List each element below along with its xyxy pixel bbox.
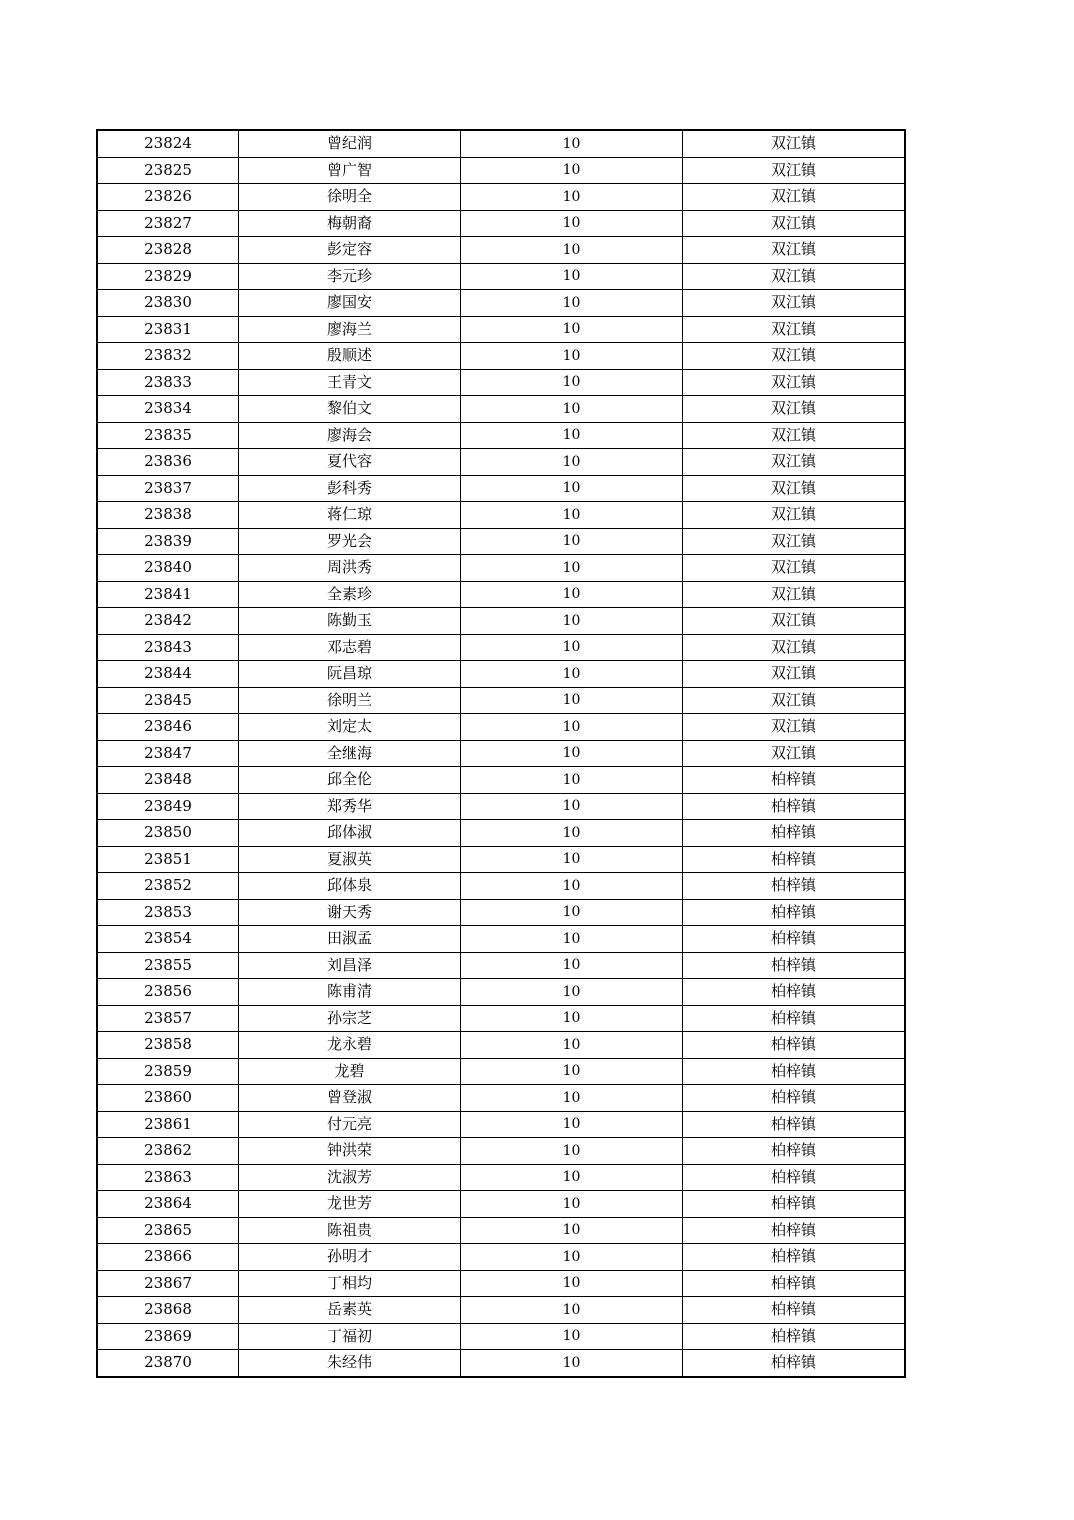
- cell-id: 23846: [97, 714, 239, 741]
- cell-town: 柏梓镇: [683, 793, 906, 820]
- cell-amount: 10: [461, 1138, 683, 1165]
- table-row: [97, 157, 905, 184]
- cell-name: 朱经伟: [239, 1350, 461, 1377]
- cell-amount: 10: [461, 1005, 683, 1032]
- table-row: [97, 634, 905, 661]
- table-row: [97, 555, 905, 582]
- cell-id: 23854: [97, 926, 239, 953]
- cell-amount: 10: [461, 396, 683, 423]
- table-row: [97, 1350, 905, 1377]
- cell-id: 23826: [97, 184, 239, 211]
- cell-town: 柏梓镇: [683, 767, 906, 794]
- cell-amount: 10: [461, 979, 683, 1006]
- cell-name: 龙碧: [239, 1058, 461, 1085]
- table-row: [97, 422, 905, 449]
- cell-town: 柏梓镇: [683, 1005, 906, 1032]
- table-row: [97, 979, 905, 1006]
- cell-id: 23856: [97, 979, 239, 1006]
- cell-amount: 10: [461, 130, 683, 157]
- cell-name: 殷顺述: [239, 343, 461, 370]
- cell-town: 柏梓镇: [683, 820, 906, 847]
- cell-id: 23835: [97, 422, 239, 449]
- cell-amount: 10: [461, 449, 683, 476]
- cell-town: 双江镇: [683, 555, 906, 582]
- table-row: [97, 528, 905, 555]
- cell-id: 23825: [97, 157, 239, 184]
- cell-town: 双江镇: [683, 449, 906, 476]
- cell-id: 23866: [97, 1244, 239, 1271]
- table-row: [97, 290, 905, 317]
- cell-amount: 10: [461, 1032, 683, 1059]
- cell-town: 双江镇: [683, 661, 906, 688]
- cell-town: 柏梓镇: [683, 1217, 906, 1244]
- cell-town: 柏梓镇: [683, 1058, 906, 1085]
- cell-town: 柏梓镇: [683, 1138, 906, 1165]
- cell-name: 曾广智: [239, 157, 461, 184]
- cell-town: 柏梓镇: [683, 1191, 906, 1218]
- cell-name: 刘定太: [239, 714, 461, 741]
- cell-id: 23853: [97, 899, 239, 926]
- cell-amount: 10: [461, 210, 683, 237]
- table-row: [97, 1217, 905, 1244]
- cell-name: 徐明全: [239, 184, 461, 211]
- cell-name: 曾纪润: [239, 130, 461, 157]
- table-row: [97, 873, 905, 900]
- cell-id: 23869: [97, 1323, 239, 1350]
- cell-town: 双江镇: [683, 634, 906, 661]
- cell-town: 双江镇: [683, 210, 906, 237]
- cell-id: 23861: [97, 1111, 239, 1138]
- cell-town: 双江镇: [683, 157, 906, 184]
- cell-id: 23862: [97, 1138, 239, 1165]
- table-row: [97, 899, 905, 926]
- cell-amount: 10: [461, 661, 683, 688]
- cell-amount: 10: [461, 1350, 683, 1377]
- cell-name: 李元珍: [239, 263, 461, 290]
- table-row: [97, 369, 905, 396]
- cell-amount: 10: [461, 899, 683, 926]
- cell-amount: 10: [461, 1191, 683, 1218]
- cell-amount: 10: [461, 873, 683, 900]
- cell-amount: 10: [461, 1297, 683, 1324]
- table-row: [97, 1297, 905, 1324]
- cell-amount: 10: [461, 740, 683, 767]
- cell-name: 廖海会: [239, 422, 461, 449]
- cell-amount: 10: [461, 1244, 683, 1271]
- cell-name: 田淑孟: [239, 926, 461, 953]
- table-row: [97, 608, 905, 635]
- cell-id: 23839: [97, 528, 239, 555]
- cell-amount: 10: [461, 608, 683, 635]
- table-row: [97, 1164, 905, 1191]
- cell-amount: 10: [461, 343, 683, 370]
- cell-id: 23860: [97, 1085, 239, 1112]
- cell-name: 郑秀华: [239, 793, 461, 820]
- cell-id: 23841: [97, 581, 239, 608]
- cell-town: 柏梓镇: [683, 1085, 906, 1112]
- cell-id: 23845: [97, 687, 239, 714]
- cell-town: 柏梓镇: [683, 846, 906, 873]
- cell-town: 柏梓镇: [683, 1323, 906, 1350]
- cell-town: 双江镇: [683, 687, 906, 714]
- cell-name: 龙世芳: [239, 1191, 461, 1218]
- cell-amount: 10: [461, 263, 683, 290]
- cell-town: 双江镇: [683, 290, 906, 317]
- cell-amount: 10: [461, 846, 683, 873]
- cell-name: 黎伯文: [239, 396, 461, 423]
- cell-town: 柏梓镇: [683, 1032, 906, 1059]
- table-row: [97, 952, 905, 979]
- cell-town: 双江镇: [683, 343, 906, 370]
- cell-name: 邓志碧: [239, 634, 461, 661]
- cell-town: 双江镇: [683, 184, 906, 211]
- cell-town: 柏梓镇: [683, 1111, 906, 1138]
- cell-name: 蒋仁琼: [239, 502, 461, 529]
- table-row: [97, 502, 905, 529]
- cell-id: 23836: [97, 449, 239, 476]
- cell-id: 23867: [97, 1270, 239, 1297]
- table-row: [97, 1085, 905, 1112]
- cell-id: 23849: [97, 793, 239, 820]
- cell-name: 孙宗芝: [239, 1005, 461, 1032]
- cell-town: 双江镇: [683, 316, 906, 343]
- cell-amount: 10: [461, 422, 683, 449]
- cell-town: 柏梓镇: [683, 1244, 906, 1271]
- cell-name: 丁福初: [239, 1323, 461, 1350]
- cell-town: 双江镇: [683, 130, 906, 157]
- cell-amount: 10: [461, 157, 683, 184]
- cell-id: 23829: [97, 263, 239, 290]
- cell-name: 徐明兰: [239, 687, 461, 714]
- cell-id: 23831: [97, 316, 239, 343]
- cell-id: 23830: [97, 290, 239, 317]
- cell-name: 孙明才: [239, 1244, 461, 1271]
- table-row: [97, 1323, 905, 1350]
- table-row: [97, 449, 905, 476]
- cell-amount: 10: [461, 793, 683, 820]
- cell-amount: 10: [461, 634, 683, 661]
- cell-amount: 10: [461, 687, 683, 714]
- cell-id: 23844: [97, 661, 239, 688]
- cell-name: 陈勤玉: [239, 608, 461, 635]
- cell-name: 邱体淑: [239, 820, 461, 847]
- cell-id: 23870: [97, 1350, 239, 1377]
- cell-id: 23833: [97, 369, 239, 396]
- cell-amount: 10: [461, 1164, 683, 1191]
- table-row: [97, 846, 905, 873]
- cell-name: 彭定容: [239, 237, 461, 264]
- cell-name: 陈甫清: [239, 979, 461, 1006]
- cell-town: 柏梓镇: [683, 899, 906, 926]
- cell-id: 23847: [97, 740, 239, 767]
- table-row: [97, 1138, 905, 1165]
- cell-town: 双江镇: [683, 475, 906, 502]
- cell-name: 龙永碧: [239, 1032, 461, 1059]
- cell-amount: 10: [461, 316, 683, 343]
- cell-amount: 10: [461, 1085, 683, 1112]
- cell-amount: 10: [461, 714, 683, 741]
- cell-name: 陈祖贵: [239, 1217, 461, 1244]
- cell-amount: 10: [461, 1270, 683, 1297]
- cell-id: 23842: [97, 608, 239, 635]
- cell-name: 丁相均: [239, 1270, 461, 1297]
- cell-amount: 10: [461, 237, 683, 264]
- cell-amount: 10: [461, 184, 683, 211]
- cell-town: 双江镇: [683, 369, 906, 396]
- cell-town: 双江镇: [683, 608, 906, 635]
- cell-id: 23837: [97, 475, 239, 502]
- table-row: [97, 316, 905, 343]
- cell-name: 邱全伦: [239, 767, 461, 794]
- table-row: [97, 1244, 905, 1271]
- cell-amount: 10: [461, 767, 683, 794]
- cell-name: 曾登淑: [239, 1085, 461, 1112]
- cell-town: 双江镇: [683, 422, 906, 449]
- cell-town: 双江镇: [683, 528, 906, 555]
- cell-id: 23848: [97, 767, 239, 794]
- table-row: [97, 1005, 905, 1032]
- cell-amount: 10: [461, 290, 683, 317]
- cell-town: 双江镇: [683, 581, 906, 608]
- cell-name: 岳素英: [239, 1297, 461, 1324]
- cell-name: 夏淑英: [239, 846, 461, 873]
- cell-amount: 10: [461, 1323, 683, 1350]
- cell-name: 罗光会: [239, 528, 461, 555]
- table-row: [97, 1058, 905, 1085]
- cell-id: 23843: [97, 634, 239, 661]
- cell-town: 双江镇: [683, 714, 906, 741]
- cell-town: 柏梓镇: [683, 1164, 906, 1191]
- cell-name: 周洪秀: [239, 555, 461, 582]
- cell-town: 柏梓镇: [683, 1297, 906, 1324]
- cell-name: 彭科秀: [239, 475, 461, 502]
- cell-amount: 10: [461, 502, 683, 529]
- cell-id: 23838: [97, 502, 239, 529]
- cell-amount: 10: [461, 581, 683, 608]
- cell-id: 23827: [97, 210, 239, 237]
- cell-town: 双江镇: [683, 263, 906, 290]
- table-row: [97, 793, 905, 820]
- cell-name: 刘昌泽: [239, 952, 461, 979]
- cell-town: 柏梓镇: [683, 873, 906, 900]
- table-body: [97, 130, 905, 1377]
- cell-id: 23863: [97, 1164, 239, 1191]
- cell-id: 23850: [97, 820, 239, 847]
- table-row: [97, 661, 905, 688]
- cell-name: 沈淑芳: [239, 1164, 461, 1191]
- cell-name: 夏代容: [239, 449, 461, 476]
- cell-amount: 10: [461, 1217, 683, 1244]
- cell-id: 23858: [97, 1032, 239, 1059]
- cell-id: 23865: [97, 1217, 239, 1244]
- table-row: [97, 475, 905, 502]
- table-row: [97, 1191, 905, 1218]
- cell-amount: 10: [461, 475, 683, 502]
- cell-town: 双江镇: [683, 237, 906, 264]
- cell-amount: 10: [461, 1111, 683, 1138]
- cell-name: 全继海: [239, 740, 461, 767]
- table-row: [97, 237, 905, 264]
- cell-id: 23864: [97, 1191, 239, 1218]
- table-row: [97, 343, 905, 370]
- cell-town: 双江镇: [683, 740, 906, 767]
- cell-id: 23851: [97, 846, 239, 873]
- cell-name: 谢天秀: [239, 899, 461, 926]
- cell-amount: 10: [461, 952, 683, 979]
- cell-town: 柏梓镇: [683, 952, 906, 979]
- cell-amount: 10: [461, 820, 683, 847]
- table-row: [97, 767, 905, 794]
- cell-id: 23828: [97, 237, 239, 264]
- data-table: [96, 129, 906, 1378]
- cell-town: 柏梓镇: [683, 1350, 906, 1377]
- table-row: [97, 714, 905, 741]
- table-row: [97, 581, 905, 608]
- cell-id: 23868: [97, 1297, 239, 1324]
- cell-name: 钟洪荣: [239, 1138, 461, 1165]
- cell-name: 梅朝裔: [239, 210, 461, 237]
- cell-id: 23859: [97, 1058, 239, 1085]
- cell-amount: 10: [461, 555, 683, 582]
- cell-name: 阮昌琼: [239, 661, 461, 688]
- cell-town: 柏梓镇: [683, 1270, 906, 1297]
- table-row: [97, 820, 905, 847]
- cell-name: 付元亮: [239, 1111, 461, 1138]
- cell-id: 23824: [97, 130, 239, 157]
- table-row: [97, 1111, 905, 1138]
- table-row: [97, 740, 905, 767]
- cell-id: 23832: [97, 343, 239, 370]
- table-row: [97, 210, 905, 237]
- cell-amount: 10: [461, 926, 683, 953]
- cell-id: 23857: [97, 1005, 239, 1032]
- cell-town: 柏梓镇: [683, 979, 906, 1006]
- cell-town: 双江镇: [683, 396, 906, 423]
- table-row: [97, 184, 905, 211]
- table-row: [97, 926, 905, 953]
- table-row: [97, 130, 905, 157]
- table-row: [97, 1270, 905, 1297]
- cell-id: 23840: [97, 555, 239, 582]
- cell-name: 王青文: [239, 369, 461, 396]
- cell-name: 廖海兰: [239, 316, 461, 343]
- cell-amount: 10: [461, 1058, 683, 1085]
- table-row: [97, 263, 905, 290]
- cell-name: 邱体泉: [239, 873, 461, 900]
- cell-id: 23852: [97, 873, 239, 900]
- table-row: [97, 687, 905, 714]
- cell-id: 23855: [97, 952, 239, 979]
- cell-town: 双江镇: [683, 502, 906, 529]
- cell-amount: 10: [461, 369, 683, 396]
- cell-name: 全素珍: [239, 581, 461, 608]
- table-row: [97, 1032, 905, 1059]
- cell-town: 柏梓镇: [683, 926, 906, 953]
- table-row: [97, 396, 905, 423]
- cell-id: 23834: [97, 396, 239, 423]
- cell-amount: 10: [461, 528, 683, 555]
- cell-name: 廖国安: [239, 290, 461, 317]
